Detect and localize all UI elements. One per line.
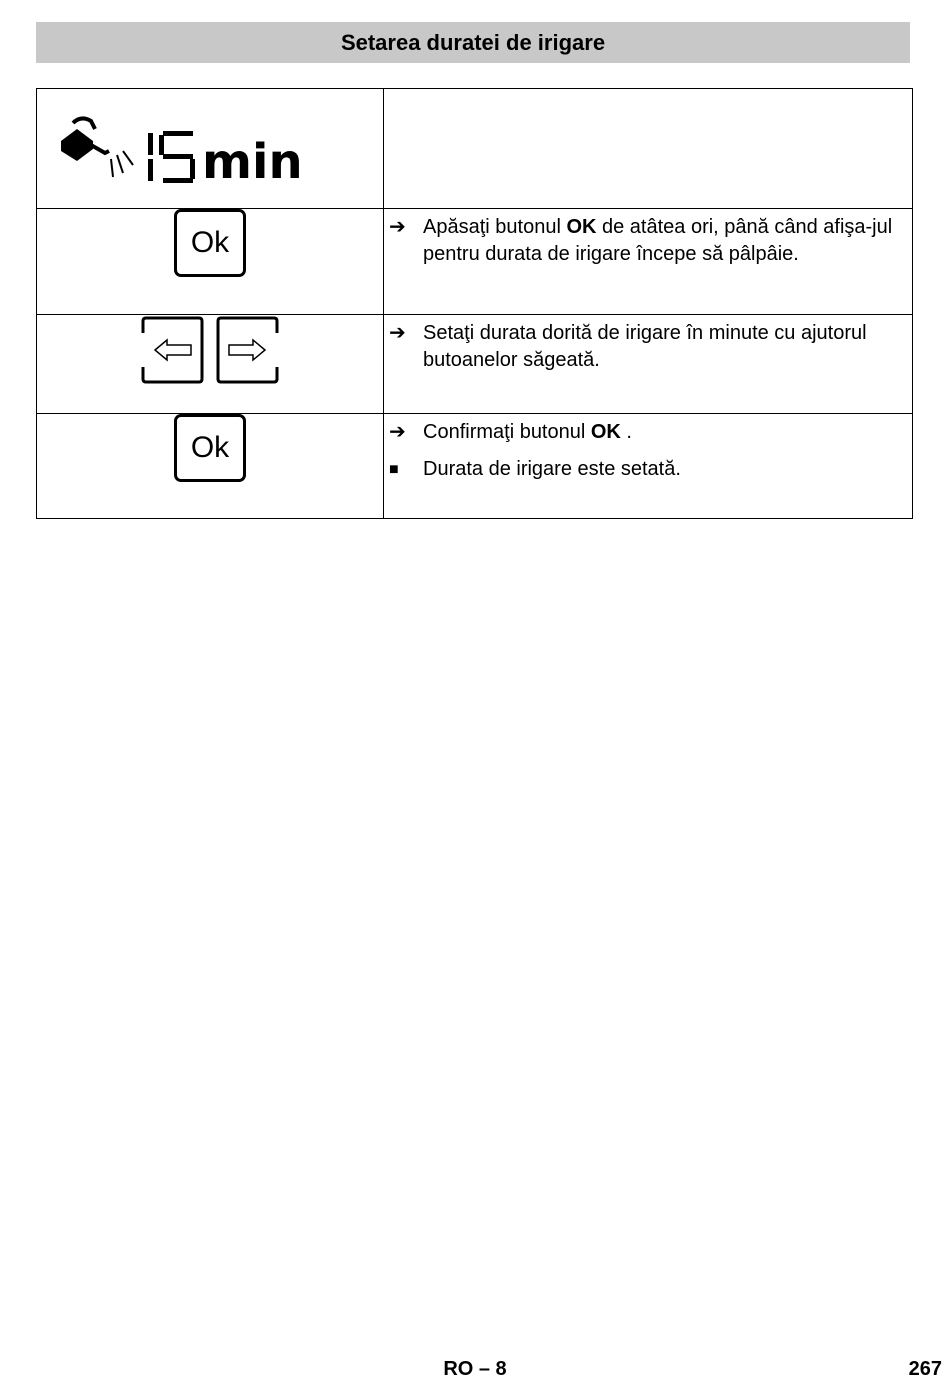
footer-section-label: RO – 8 [443,1358,507,1380]
result-text: Durata de irigare este setată. [423,458,681,480]
arrow-marker-icon: ➔ [389,322,406,344]
square-bullet-icon: ■ [389,461,399,478]
ok-key-icon [174,414,246,482]
step-text-part: . [620,421,632,443]
ok-key-label: Ok [190,226,230,259]
empty-cell [384,89,913,209]
text-cell [384,209,913,315]
step-text-bold: OK [566,216,597,238]
table-row [37,315,913,414]
result-line [384,446,912,483]
table-row [37,89,913,209]
step-text [423,214,908,268]
right-arrow-key-icon [218,318,277,382]
arrow-marker-icon: ➔ [389,421,406,443]
icon-cell [37,414,384,519]
text-cell [384,414,913,519]
ok-key-icon [174,209,246,277]
left-arrow-key-icon [143,318,202,382]
section-title-text: Setarea duratei de irigare [340,29,606,55]
instruction-step [384,315,912,374]
step-text-part: Apăsaţi butonul [423,216,567,238]
icon-cell [37,315,384,414]
section-title [36,22,910,63]
icon-cell [37,209,384,315]
step-text: Setaţi durata dorită de irigare în minute cu ajutorul butoanelor săgeată. [423,322,867,371]
display-unit: min [202,134,303,190]
display-cell [37,89,384,209]
step-text [423,419,908,446]
instruction-step [384,414,912,446]
page-number: 267 [908,1358,942,1380]
step-text-part: de atâtea ori, până când afişa-jul pentru durata de irigare începe să pâlpâie. [423,216,893,265]
table-row [37,209,913,315]
step-text-part: Confirmaţi butonul [423,421,591,443]
lcd-display [37,89,383,208]
instruction-step [384,209,912,268]
steps-table [36,88,913,519]
ok-key-label: Ok [190,431,230,464]
step-text-bold: OK [590,421,621,443]
arrow-marker-icon: ➔ [389,216,406,238]
text-cell [384,315,913,414]
arrow-keys-icon [135,315,285,387]
table-row [37,414,913,519]
